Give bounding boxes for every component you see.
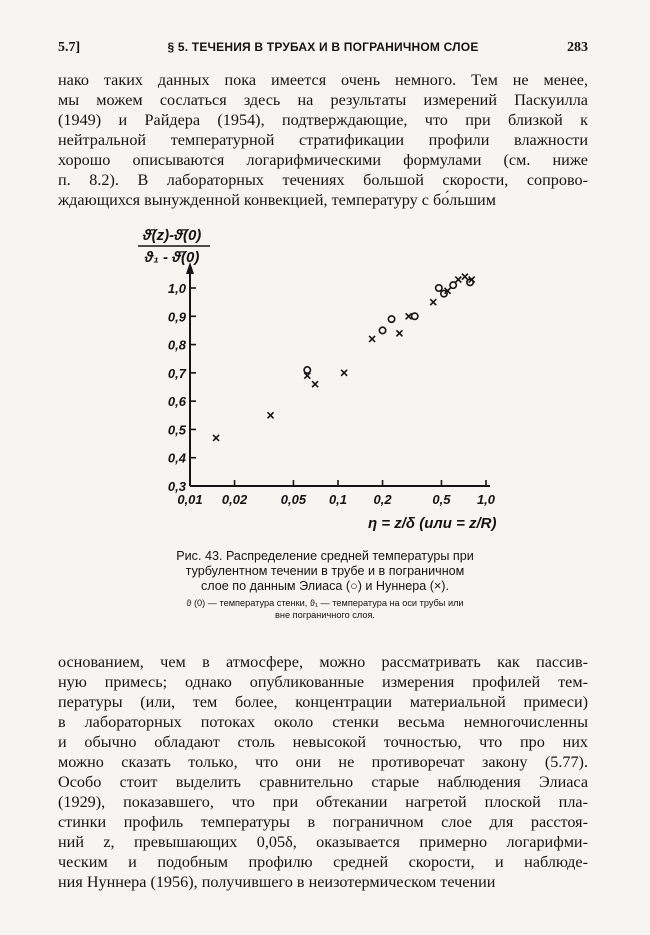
temperature-profile-chart [120,218,510,538]
text-line: нейтральной температурной стратификации профили влажности [58,131,588,149]
caption-line: слое по данным Элиаса (○) и Нуннера (×). [201,579,449,593]
y-tick-label: 0,9 [167,309,186,325]
data-point-nunner [312,381,318,387]
figure-caption [140,549,510,621]
y-tick-label: 0,6 [167,394,186,410]
data-point-nunner [462,274,468,280]
x-tick-label: 0,01 [177,492,203,507]
data-point-nunner [406,313,412,319]
y-tick-label: 0,7 [167,365,186,381]
text-line: ний z, превышающих 0,05δ, оказывается примерно логарифми- [58,833,588,851]
data-point-elias [412,313,418,319]
chart-axes [186,262,490,486]
text-line: ждающихся вынужденной конвекцией, температуру с бо́льшим [58,191,496,209]
caption-line: турбулентном течении в трубе и в пограничном [185,564,465,578]
text-line: ния Нуннера (1956), получившего в неизотермическом течении [58,873,496,891]
y-tick-label: 1,0 [167,281,186,296]
text-line: нако таких данных пока имеется очень немного. Тем не менее, [58,71,588,89]
text-line: и обычно обладают столь невысокой точностью, что про них [58,733,588,751]
section-number: 5.7] [58,40,81,55]
text-line: мы можем сослаться здесь на результаты измерений Паскуилла [58,91,588,109]
text-line: пературы (или, тем более, концентрации материальной примеси) [58,693,588,711]
paragraph-bottom [58,652,588,892]
y-tick-label: 0,4 [167,450,186,466]
data-point-nunner [369,336,375,342]
y-tick-label: 0,8 [167,337,186,353]
data-point-elias [436,285,442,291]
text-line: (1929), показавшего, что при обтекании нагретой плоской пла- [58,793,588,811]
data-point-nunner [213,435,219,441]
caption-line: Рис. 43. Распределение средней температуры при [176,549,474,563]
y-axis-label-denominator: ϑ₁ - ϑ̄(0) [144,249,200,266]
caption-note-line: вне пограничного слоя. [275,610,375,620]
text-line: ную примесь; однако опубликованные измерения профилей тем- [58,673,588,691]
text-line: Особо стоит выделить сравнительно старые наблюдения Элиаса [58,773,588,791]
data-point-elias [388,316,394,322]
running-title: § 5. ТЕЧЕНИЯ В ТРУБАХ И В ПОГРАНИЧНОМ СЛОЕ [167,40,479,54]
text-line: в лабораторных потоках около стенки весьма немногочисленны [58,713,588,731]
x-tick-label: 0,1 [328,492,348,507]
data-point-nunner [268,412,274,418]
text-line: ческим и подобным профилю средней скорости, и наблюде- [58,853,588,871]
text-line: можно сказать только, что они не противоречат закону (5.77). [58,753,588,771]
x-axis-label: η = z/δ (или = z/R) [368,515,497,532]
y-axis-label-numerator: ϑ̄(z)-ϑ̄(0) [142,227,202,244]
text-line: п. 8.2). В лабораторных течениях большой скорости, сопрово- [58,171,588,189]
data-point-nunner [396,330,402,336]
data-point-nunner [430,299,436,305]
page-number: 283 [567,40,588,55]
running-header [58,40,588,62]
text-line: основанием, чем в атмосфере, можно рассматривать как пассив- [58,653,588,671]
x-tick-label: 0,5 [432,492,451,507]
x-tick-label: 0,05 [280,492,307,507]
data-point-elias [379,327,385,333]
data-point-elias [450,282,456,288]
text-line: стинки профиль температуры в пограничном слое для расстоя- [58,813,588,831]
text-line: (1949) и Райдера (1954), подтверждающие, что при близкой к [58,111,588,129]
data-point-nunner [455,277,461,283]
data-point-elias [304,367,310,373]
x-tick-label: 0,2 [373,492,392,507]
y-tick-label: 0,5 [167,422,186,438]
x-tick-label: 0,02 [221,492,248,507]
x-tick-label: 1,0 [476,492,496,507]
paragraph-top [58,70,588,210]
text-line: хорошо описываются логарифмическими формулами (см. ниже [58,151,588,169]
data-point-nunner [341,370,347,376]
caption-note-line: ϑ (0) — температура стенки, ϑ₁ — температура на оси трубы или [186,598,464,608]
y-tick-label: 0,3 [167,479,186,494]
